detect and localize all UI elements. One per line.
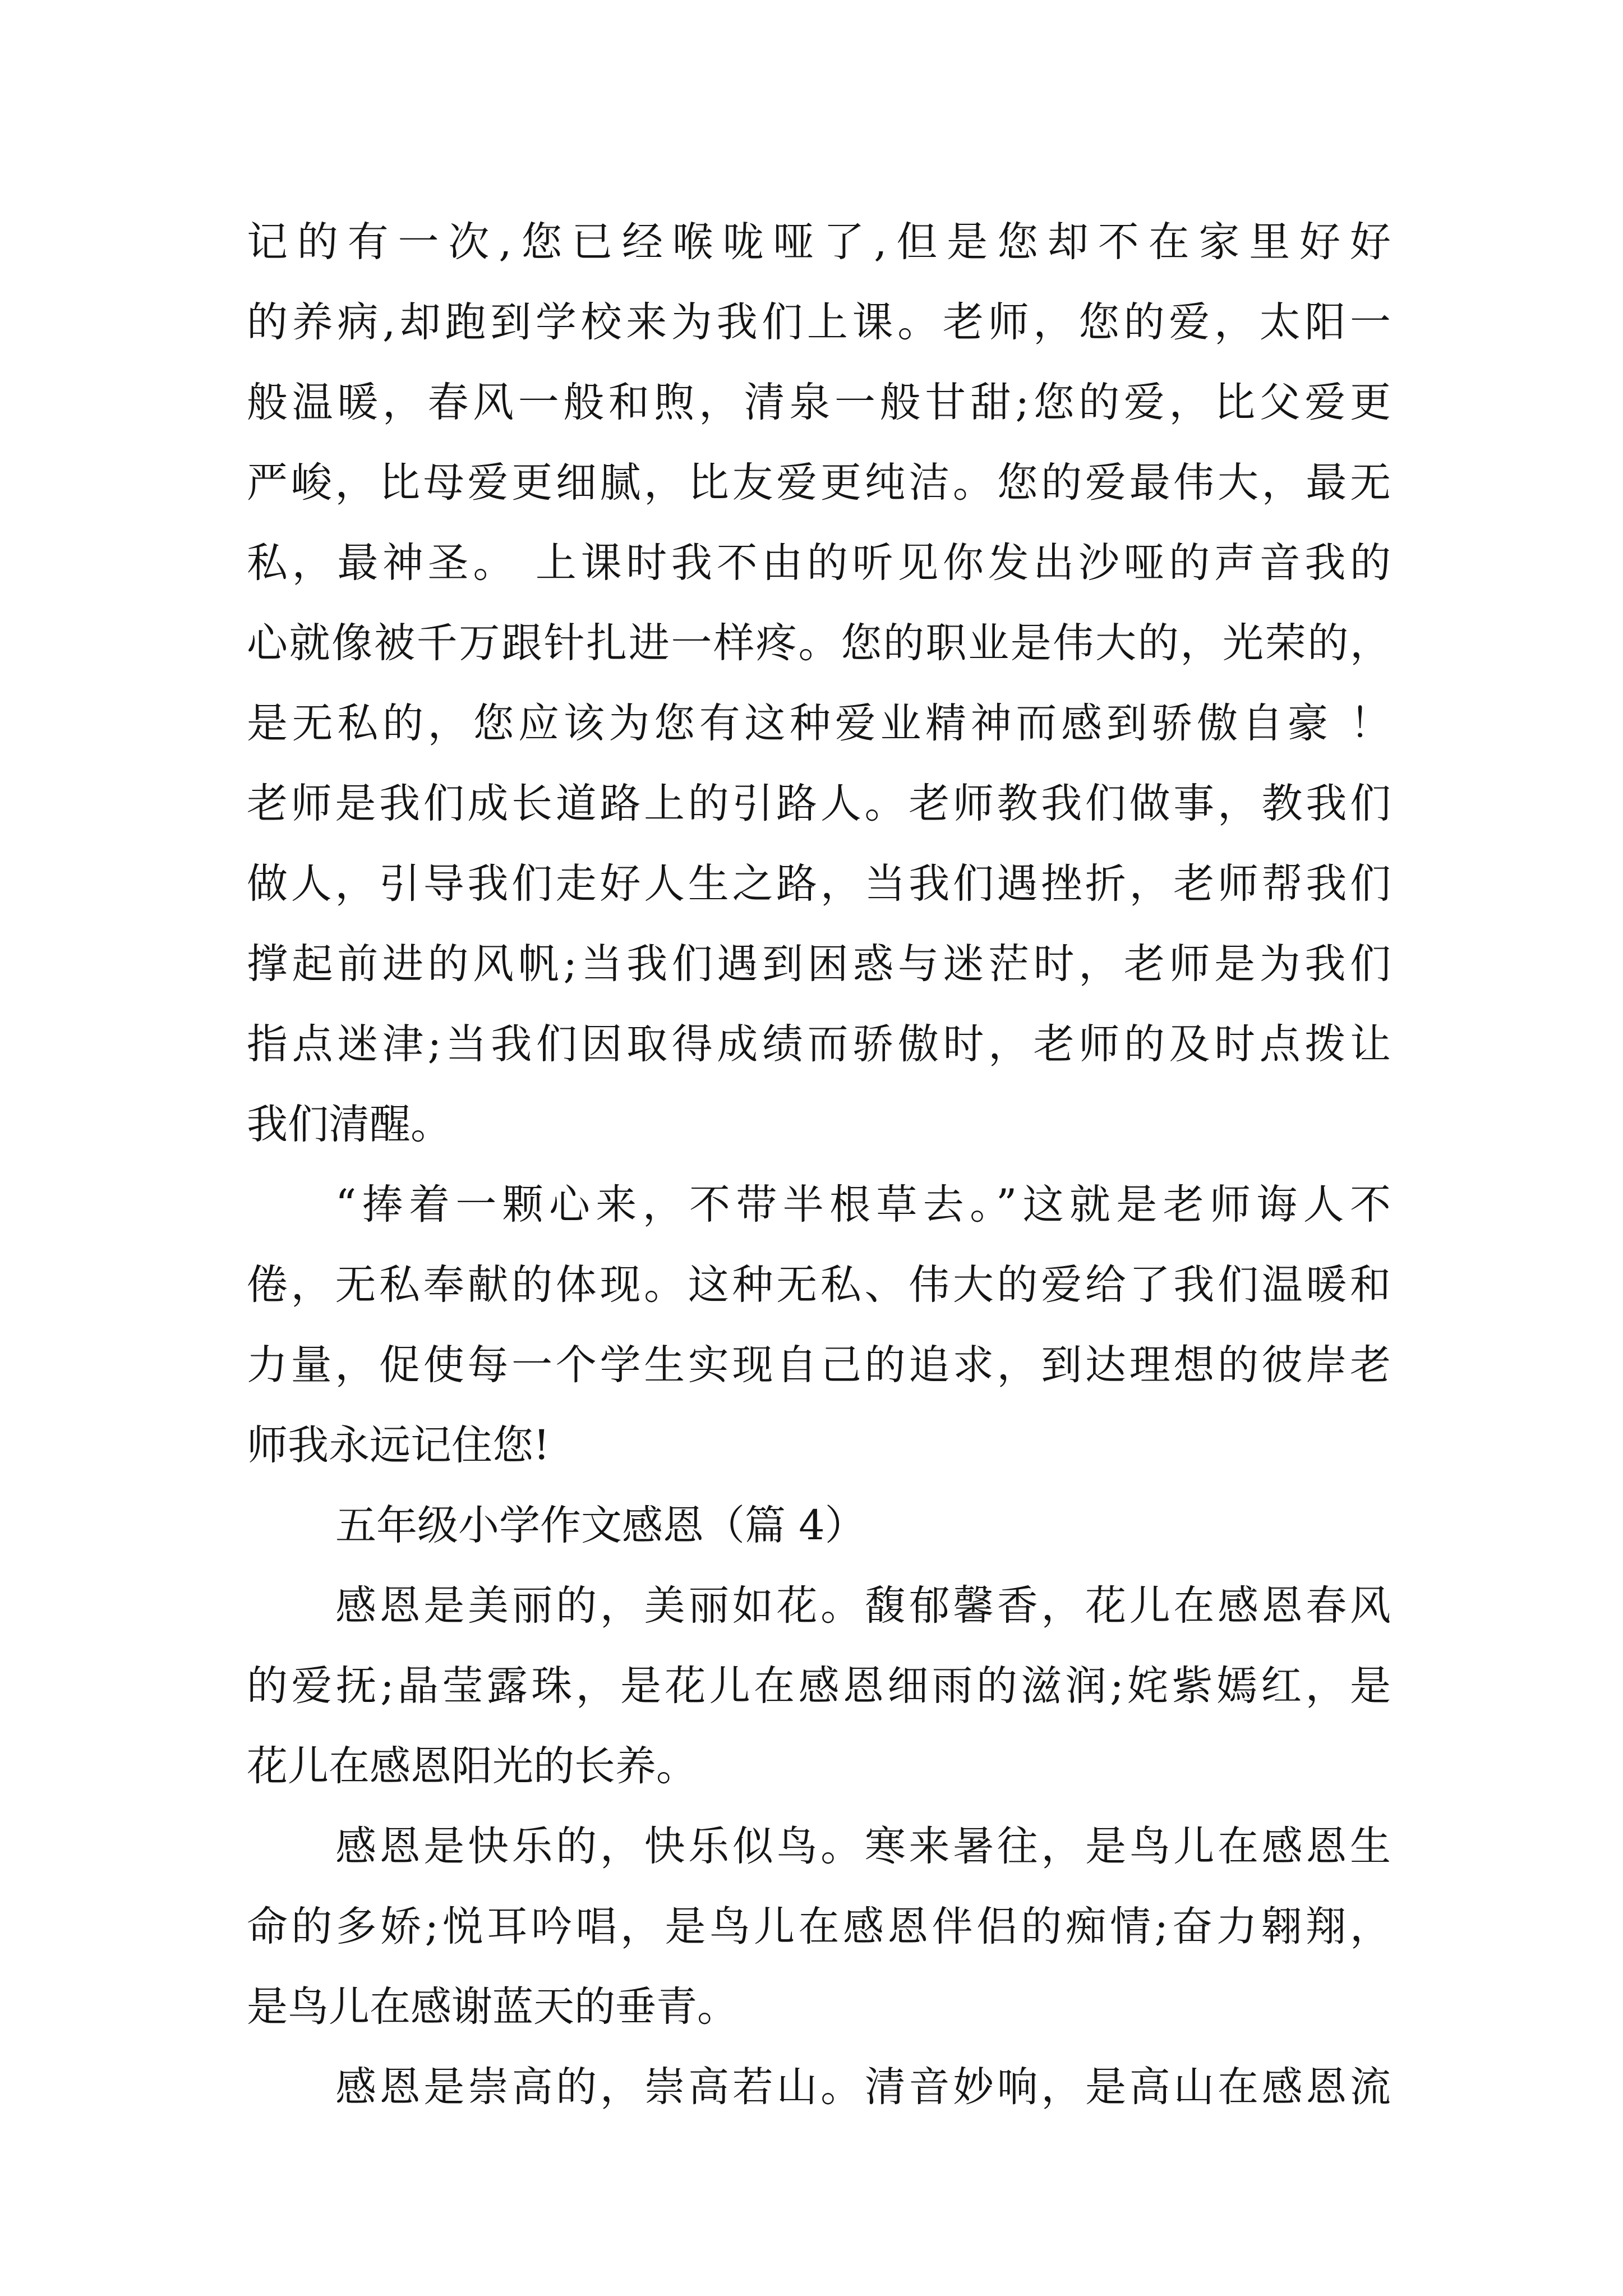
paragraph-bird <box>247 1806 1391 2047</box>
text-line: 是鸟儿在感谢蓝天的垂青。 <box>247 1983 738 2031</box>
paragraph-teacher-illness <box>247 202 1391 1165</box>
text-line: 记的有一次,您已经喉咙哑了,但是您却不在家里好好 <box>247 218 1391 266</box>
body-text <box>247 202 1391 2127</box>
text-line: 是无私的，您应该为您有这种爱业精神而感到骄傲自豪 ！ <box>247 700 1391 747</box>
text-line: 指点迷津;当我们因取得成绩而骄傲时，老师的及时点拨让 <box>247 1020 1391 1068</box>
text-line: 力量，促使每一个学生实现自己的追求，到达理想的彼岸老 <box>247 1341 1391 1389</box>
text-line: 感恩是快乐的，快乐似鸟。寒来暑往，是鸟儿在感恩生 <box>335 1823 1391 1870</box>
text-line: 我们清醒。 <box>247 1101 451 1148</box>
text-line: 花儿在感恩阳光的长养。 <box>247 1742 697 1790</box>
text-line: 私，最神圣。 上课时我不由的听见你发出沙哑的声音我的 <box>247 539 1391 587</box>
text-line: “捧着一颗心来，不带半根草去。”这就是老师诲人不 <box>335 1181 1391 1228</box>
text-line: 师我永远记住您! <box>247 1421 550 1469</box>
paragraph-mountain <box>247 2047 1391 2127</box>
text-line: 感恩是崇高的，崇高若山。清音妙响，是高山在感恩流 <box>335 2063 1391 2111</box>
paragraph-dedication <box>247 1165 1391 1485</box>
paragraph-flower <box>247 1566 1391 1806</box>
text-line: 的养病,却跑到学校来为我们上课。老师，您的爱，太阳一 <box>247 298 1391 346</box>
text-line: 感恩是美丽的，美丽如花。馥郁馨香，花儿在感恩春风 <box>335 1582 1391 1630</box>
text-line: 的爱抚;晶莹露珠，是花儿在感恩细雨的滋润;姹紫嫣红，是 <box>247 1662 1391 1710</box>
text-line: 严峻，比母爱更细腻，比友爱更纯洁。您的爱最伟大，最无 <box>247 459 1391 507</box>
text-line: 倦，无私奉献的体现。这种无私、伟大的爱给了我们温暖和 <box>247 1261 1391 1309</box>
text-line: 撑起前进的风帆;当我们遇到困惑与迷茫时，老师是为我们 <box>247 940 1391 988</box>
text-line: 命的多娇;悦耳吟唱，是鸟儿在感恩伴侣的痴情;奋力翱翔， <box>247 1903 1391 1950</box>
text-line: 心就像被千万跟针扎进一样疼。您的职业是伟大的，光荣的， <box>247 619 1391 667</box>
section-heading <box>247 1485 1391 1566</box>
essay-title: 五年级小学作文感恩（篇 4） <box>335 1502 866 1549</box>
text-line: 般温暖，春风一般和煦，清泉一般甘甜;您的爱，比父爱更 <box>247 379 1391 426</box>
text-line: 做人，引导我们走好人生之路，当我们遇挫折，老师帮我们 <box>247 860 1391 908</box>
text-line: 老师是我们成长道路上的引路人。老师教我们做事，教我们 <box>247 780 1391 827</box>
